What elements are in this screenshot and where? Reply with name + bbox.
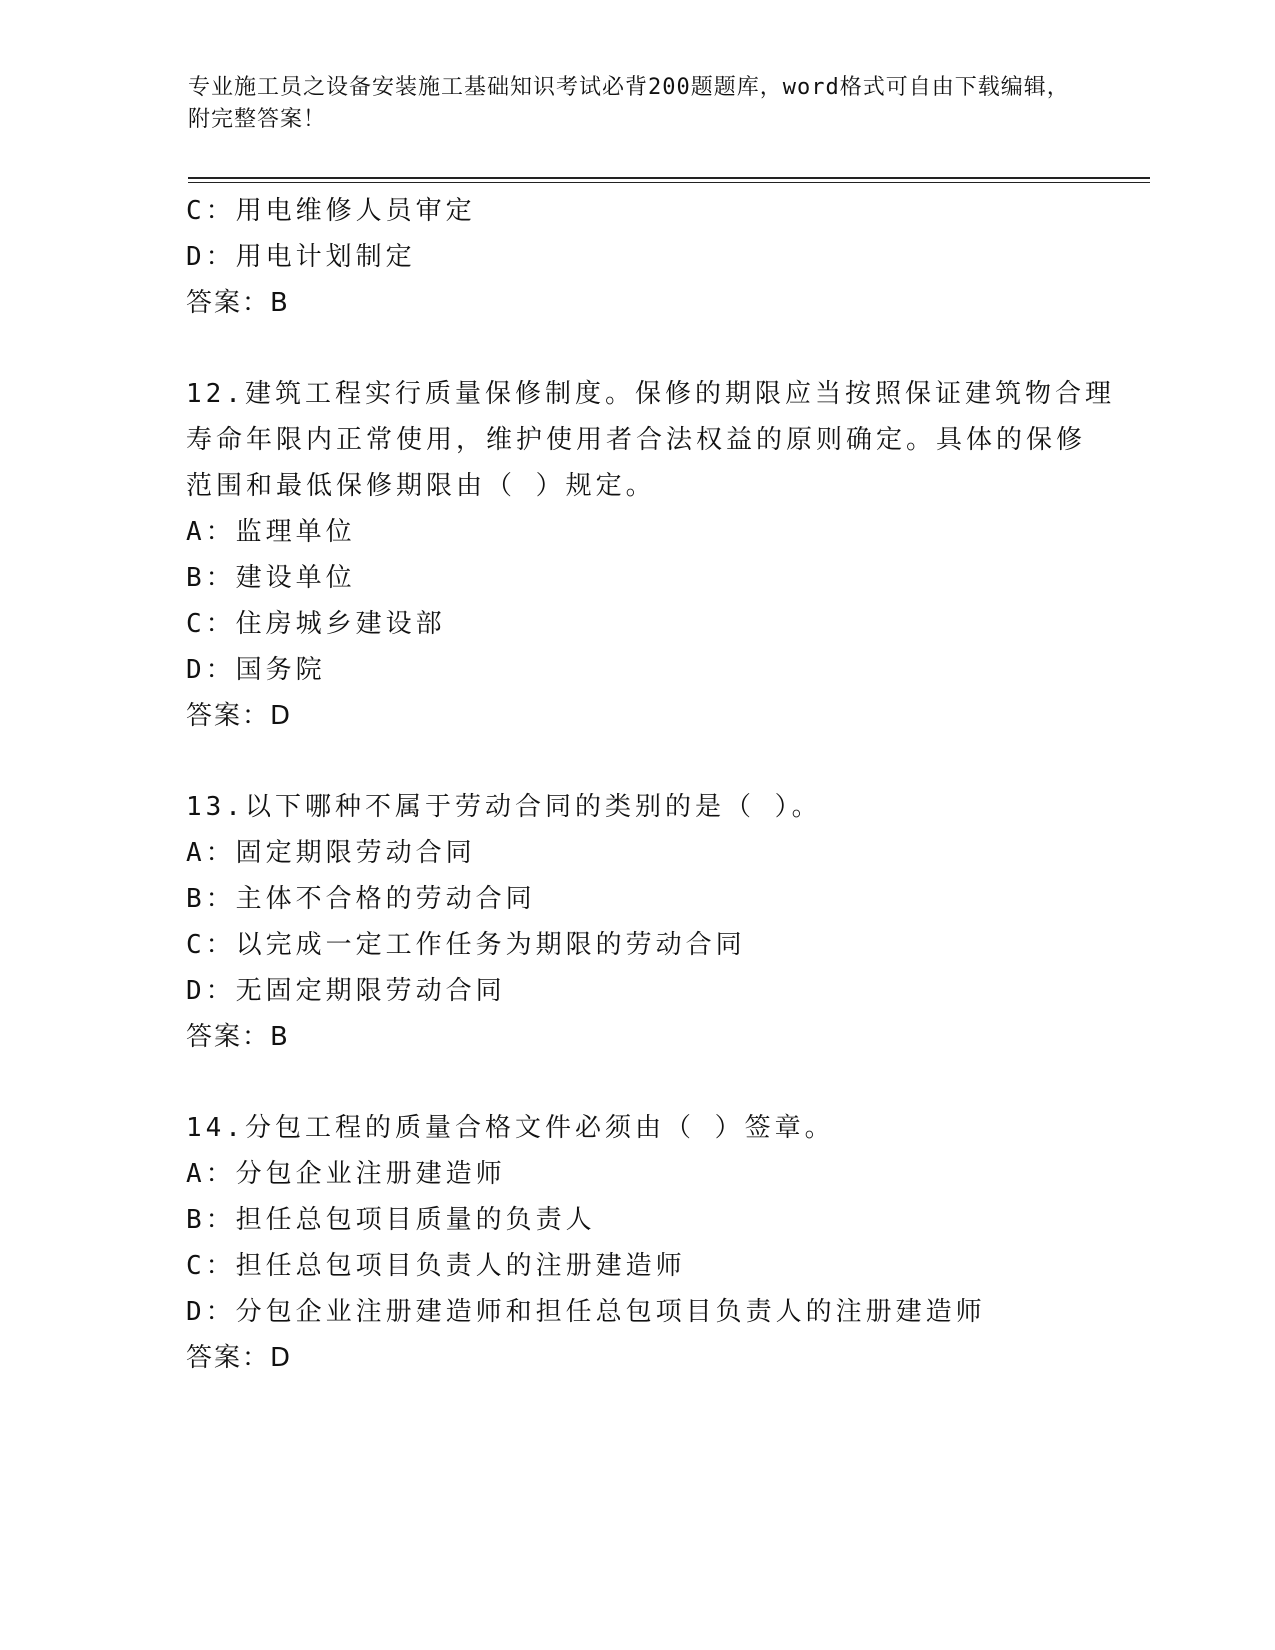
option-c: C：住房城乡建设部: [186, 609, 446, 639]
option-d: D：国务院: [186, 655, 326, 685]
question-text-line: 13.以下哪种不属于劳动合同的类别的是（ ）。: [186, 792, 822, 822]
option-b: B：担任总包项目质量的负责人: [186, 1205, 596, 1235]
option-d: D：无固定期限劳动合同: [186, 976, 506, 1006]
option-d: D：分包企业注册建造师和担任总包项目负责人的注册建造师: [186, 1297, 986, 1327]
option-a: A：固定期限劳动合同: [186, 838, 476, 868]
question-block-14: [186, 1105, 1146, 1381]
question-text-line: 范围和最低保修期限由（ ）规定。: [186, 471, 656, 501]
document-header: 专业施工员之设备安装施工基础知识考试必背200题题库，word格式可自由下载编辑，附完整答案！: [188, 75, 1070, 132]
question-block-11: [186, 188, 1146, 326]
answer-line: 答案：B: [186, 288, 290, 318]
question-block-12: [186, 371, 1146, 739]
answer-line: 答案：D: [186, 1343, 293, 1373]
option-a: A：分包企业注册建造师: [186, 1159, 506, 1189]
question-list: [186, 188, 1146, 1381]
question-text-line: 12.建筑工程实行质量保修制度。保修的期限应当按照保证建筑物合理: [186, 379, 1115, 409]
answer-line: 答案：D: [186, 701, 293, 731]
answer-line: 答案：B: [186, 1022, 290, 1052]
option-c: C：用电维修人员审定: [186, 196, 476, 226]
header-rule-thin: [188, 182, 1150, 183]
question-block-13: [186, 784, 1146, 1060]
option-c: C：以完成一定工作任务为期限的劳动合同: [186, 930, 746, 960]
option-a: A：监理单位: [186, 517, 356, 547]
option-b: B：建设单位: [186, 563, 356, 593]
option-c: C：担任总包项目负责人的注册建造师: [186, 1251, 686, 1281]
question-text-line: 寿命年限内正常使用，维护使用者合法权益的原则确定。具体的保修: [186, 425, 1087, 455]
question-text-line: 14.分包工程的质量合格文件必须由（ ）签章。: [186, 1113, 835, 1143]
header-rule-thick: [188, 177, 1150, 179]
option-b: B：主体不合格的劳动合同: [186, 884, 536, 914]
option-d: D：用电计划制定: [186, 242, 416, 272]
